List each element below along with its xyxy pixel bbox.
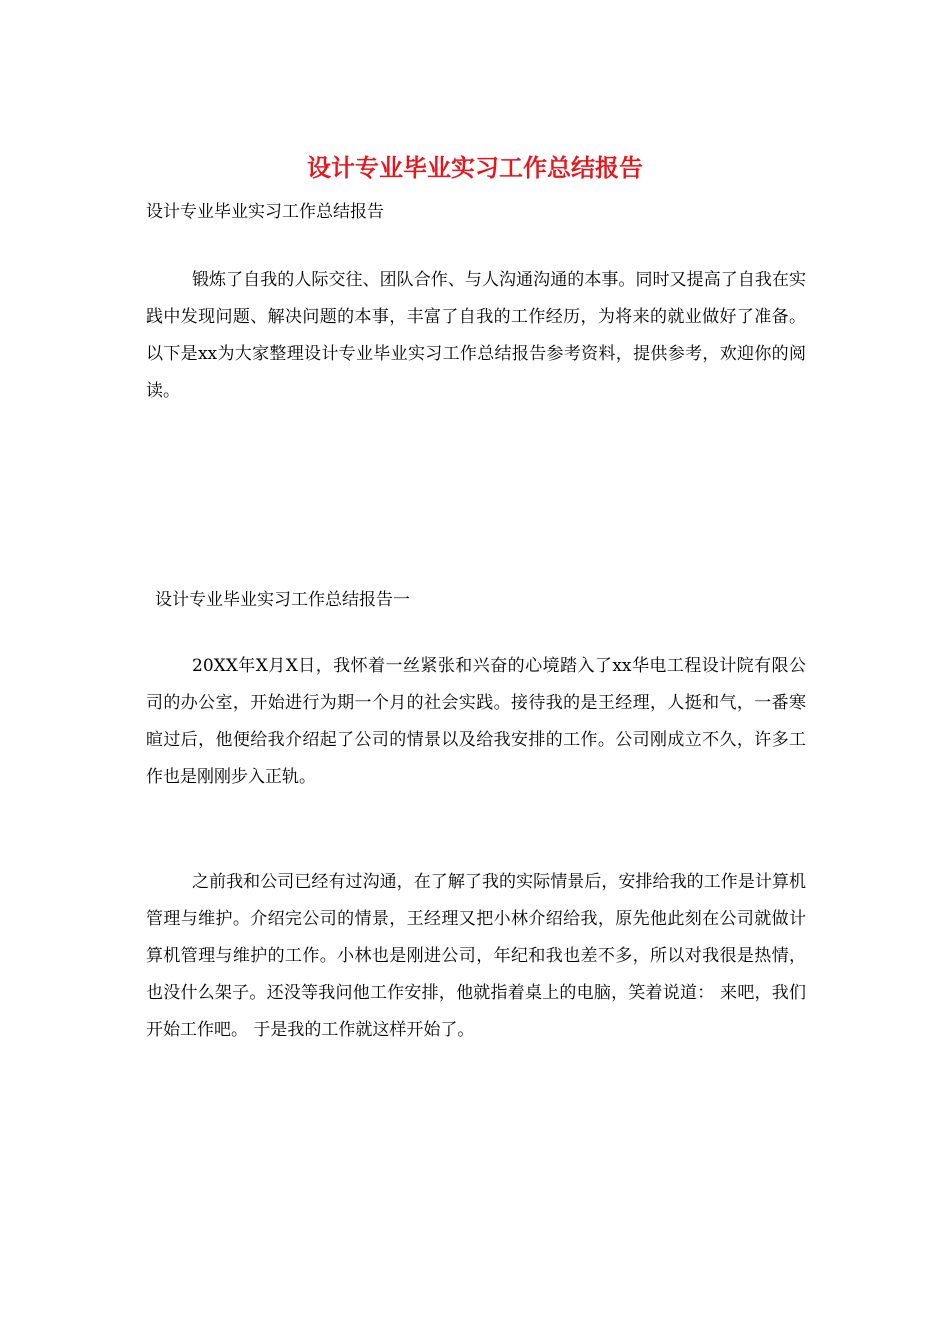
document-subtitle: 设计专业毕业实习工作总结报告 <box>146 202 384 222</box>
section-heading: 设计专业毕业实习工作总结报告一 <box>155 590 410 610</box>
intro-paragraph: 锻炼了自我的人际交往、团队合作、与人沟通沟通的本事。同时又提高了自我在实践中发现问题、解决问题的本事，丰富了自我的工作经历，为将来的就业做好了准备。以下是xx为大家整理设计专业毕业实习工作总结报告参考资料，提供参考，欢迎你的阅读。 <box>146 270 806 401</box>
document-title: 设计专业毕业实习工作总结报告 <box>307 153 643 182</box>
body-paragraph-2: 之前我和公司已经有过沟通，在了解了我的实际情景后，安排给我的工作是计算机管理与维护。介绍完公司的情景，王经理又把小林介绍给我，原先他此刻在公司就做计算机管理与维护的工作。小林也是刚进公司，年纪和我也差不多，所以对我很是热情，也没什么架子。还没等我问他工作安排，他就指着桌上的电脑，笑着说道： 来吧，我们开始工作吧。 于是我的工作就这样开始了。 <box>146 872 806 1040</box>
body-paragraph-1: 20XX年X月X日，我怀着一丝紧张和兴奋的心境踏入了xx华电工程设计院有限公司的办公室，开始进行为期一个月的社会实践。接待我的是王经理，人挺和气，一番寒暄过后，他便给我介绍起了公司的情景以及给我安排的工作。公司刚成立不久，许多工作也是刚刚步入正轨。 <box>146 656 806 787</box>
